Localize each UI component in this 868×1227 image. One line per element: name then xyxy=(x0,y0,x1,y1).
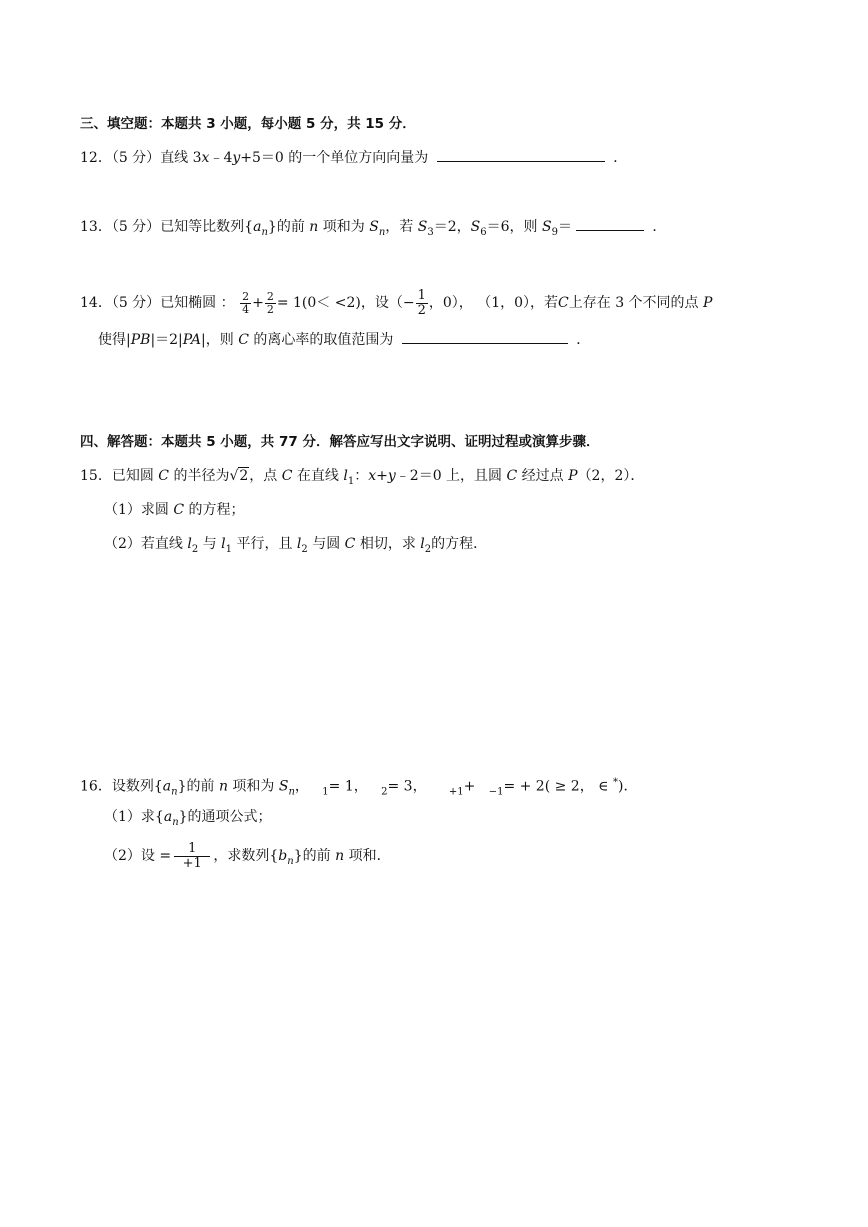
q15-text: 经过点 xyxy=(521,468,564,484)
q13-var-s6: S xyxy=(470,219,481,235)
q13-var-s9: S xyxy=(541,219,552,235)
q14-end: ． xyxy=(576,332,591,348)
q15-var-l: l xyxy=(187,536,192,552)
section-4-header: 四、解答题：本题共 5 小题，共 77 分．解答应写出文字说明、证明过程或演算步骤． xyxy=(80,434,600,450)
q13-var-n: n xyxy=(309,219,319,235)
q13-text: ＝2， xyxy=(433,219,471,235)
q16-var-a: a xyxy=(163,809,173,825)
q16-text: + xyxy=(463,778,476,795)
q15-text: ： xyxy=(354,468,369,484)
q13-text: 项和为 xyxy=(322,219,365,235)
q12-var-y: y xyxy=(232,150,241,166)
q15-number: 15． xyxy=(80,468,112,484)
q16-var-n: n xyxy=(218,778,228,795)
q16-text: = + 2( ≥ 2， ∈ xyxy=(503,778,613,795)
q14-text: |＝2| xyxy=(150,332,183,348)
q16-text: }的前 xyxy=(177,778,215,795)
question-14 xyxy=(80,288,712,318)
q15-var-c: C xyxy=(158,468,169,484)
q14-text: |，则 xyxy=(201,332,234,348)
q15-text: （2）若直线 xyxy=(104,536,183,552)
q16-text: 设数列{ xyxy=(111,778,163,795)
q16-text: = 3， xyxy=(387,778,427,795)
q14-fraction-2: $\frac{2}{2}$ xyxy=(266,289,274,316)
q15-text: （2，2）． xyxy=(577,468,645,484)
q14-text: 使得| xyxy=(98,332,131,348)
q14-text: 上存在 3 个不同的点 xyxy=(568,295,699,311)
q16-text: ， xyxy=(294,778,309,795)
q13-number: 13． xyxy=(80,219,112,235)
q13-text: }的前 xyxy=(267,219,305,235)
q16-text: }的通项公式； xyxy=(178,809,272,825)
q15-var-c: C xyxy=(281,468,293,484)
q12-text: 直线 3 xyxy=(160,150,202,166)
q15-var-x: x xyxy=(368,468,377,484)
q13-answer-blank[interactable] xyxy=(576,216,644,231)
q14-answer-blank[interactable] xyxy=(402,329,568,344)
section-3-header: 三、填空题：本题共 3 小题，每小题 5 分，共 15 分． xyxy=(80,116,416,132)
q14-text: 已知椭圆 ： xyxy=(160,295,235,311)
q14-text: ，0）， （1，0），若 xyxy=(428,295,559,311)
question-15-part-2: （2）若直线 $l_2$ 与 $l_1$ 平行，且 $l_2$ 与圆 C 相切，求 $l_2$的方程． xyxy=(104,536,488,555)
q13-text: ，若 xyxy=(385,219,414,235)
q14-points: （5 分） xyxy=(111,295,161,311)
q15-text: 在直线 xyxy=(296,468,339,484)
q16-text: 项和． xyxy=(348,848,391,864)
q13-text: ＝6，则 xyxy=(486,219,538,235)
q12-text: ﹣4 xyxy=(209,150,233,166)
q15-sub-1: 1 xyxy=(347,475,355,487)
question-14-line-2 xyxy=(98,329,590,350)
q16-var-a: a xyxy=(162,778,172,795)
q16-text: }的前 xyxy=(293,848,331,864)
q13-var-s3: S xyxy=(417,219,428,235)
q13-points: （5 分） xyxy=(111,219,161,235)
q14-var-c: C xyxy=(238,332,249,348)
q12-var-x: x xyxy=(201,150,210,166)
q15-text: ，点 xyxy=(249,468,278,484)
q15-text: ﹣2＝0 上，且圆 xyxy=(395,468,503,484)
q15-text: 相切，求 xyxy=(359,536,416,552)
q15-var-c: C xyxy=(173,502,185,518)
q13-text: ＝ xyxy=(557,219,572,235)
q14-plus: + xyxy=(252,295,264,311)
q13-sub-n: n xyxy=(261,226,268,238)
q13-var-a: a xyxy=(253,219,262,235)
q15-var-l: l xyxy=(296,536,302,552)
q15-sqrt: √2 xyxy=(229,468,249,484)
q14-text: 的离心率的取值范围为 xyxy=(253,332,394,348)
q15-text: 平行，且 xyxy=(236,536,293,552)
q16-var-s: S xyxy=(278,778,289,795)
q13-sub-6: 6 xyxy=(480,226,487,238)
question-15-part-1 xyxy=(104,500,245,520)
question-12 xyxy=(80,147,627,168)
q13-var-s: S xyxy=(369,219,379,235)
q15-text: 与圆 xyxy=(312,536,341,552)
q15-var-y: y xyxy=(387,468,396,484)
q16-text: ，求数列{ xyxy=(213,848,279,864)
q15-text: 的半径为 xyxy=(173,468,230,484)
q14-fraction-3: $\frac{1}{2}$ xyxy=(417,287,426,318)
q16-text: （2）设 = xyxy=(104,848,172,864)
q14-text: = 1(0＜ <2)，设（− xyxy=(276,295,415,311)
q13-end: ． xyxy=(652,219,667,235)
q16-text: = 1， xyxy=(328,778,368,795)
q12-end: ． xyxy=(613,150,628,166)
q15-var-p: P xyxy=(568,468,578,484)
q13-sub-9: 9 xyxy=(551,226,558,238)
question-15 xyxy=(80,466,644,492)
q16-text: （1）求{ xyxy=(104,809,164,825)
q13-text: 已知等比数列{ xyxy=(160,219,254,235)
q13-sub-3: 3 xyxy=(427,226,434,238)
q15-text: 已知圆 xyxy=(111,468,154,484)
q15-var-c: C xyxy=(506,468,518,484)
q12-number: 12． xyxy=(80,150,112,166)
q16-number: 16． xyxy=(80,778,112,795)
q16-fraction: $\frac{1}{+1}$ xyxy=(174,842,210,871)
question-16-part-2: （2）设 = $\frac{1}{+1}$ ，求数列$\{b_n\}$的前 n 项和． xyxy=(104,840,391,871)
q15-text: 的方程； xyxy=(188,502,245,518)
q16-text: 项和为 xyxy=(232,778,275,795)
q14-fraction-1: $\frac{2}{4}$ xyxy=(242,289,250,316)
q14-var-p: P xyxy=(703,295,713,311)
q16-var-n: n xyxy=(335,848,345,864)
q15-text: 的方程． xyxy=(431,536,488,552)
q15-var-c: C xyxy=(344,536,356,552)
q15-text: （1）求圆 xyxy=(104,502,169,518)
q15-var-l: l xyxy=(343,468,348,484)
q14-number: 14． xyxy=(80,295,112,311)
q16-text: )． xyxy=(617,778,638,795)
q14-var-c: C xyxy=(558,295,569,311)
q12-answer-blank[interactable] xyxy=(437,147,605,162)
q14-var-pb: PB xyxy=(130,332,151,348)
q15-text: + xyxy=(376,468,388,484)
question-16-part-1: （1）求$\{a_n\}$的通项公式； xyxy=(104,809,272,828)
q15-var-l: l xyxy=(221,536,226,552)
question-16: 16．设数列$\{a_n\}$的前 n 项和为 $S_n$， $_1$= 1， $_2$= 3， $_{+1}$+ $_{-1}$= + 2( ≥ 2， ∈ *)． xyxy=(80,777,638,798)
q14-var-pa: PA xyxy=(182,332,202,348)
q12-text: +5＝0 的一个单位方向向量为 xyxy=(240,150,429,166)
q16-var-b: b xyxy=(278,848,288,864)
q12-points: （5 分） xyxy=(111,150,161,166)
q15-text: 与 xyxy=(202,536,217,552)
question-13: 13．（5 分）已知等比数列$\{a_n\}$的前 n 项和为 $S_n$，若 $S_3=2$，$S_6=6$，则 $S_9=$ ． xyxy=(80,216,666,243)
q15-var-l: l xyxy=(420,536,425,552)
